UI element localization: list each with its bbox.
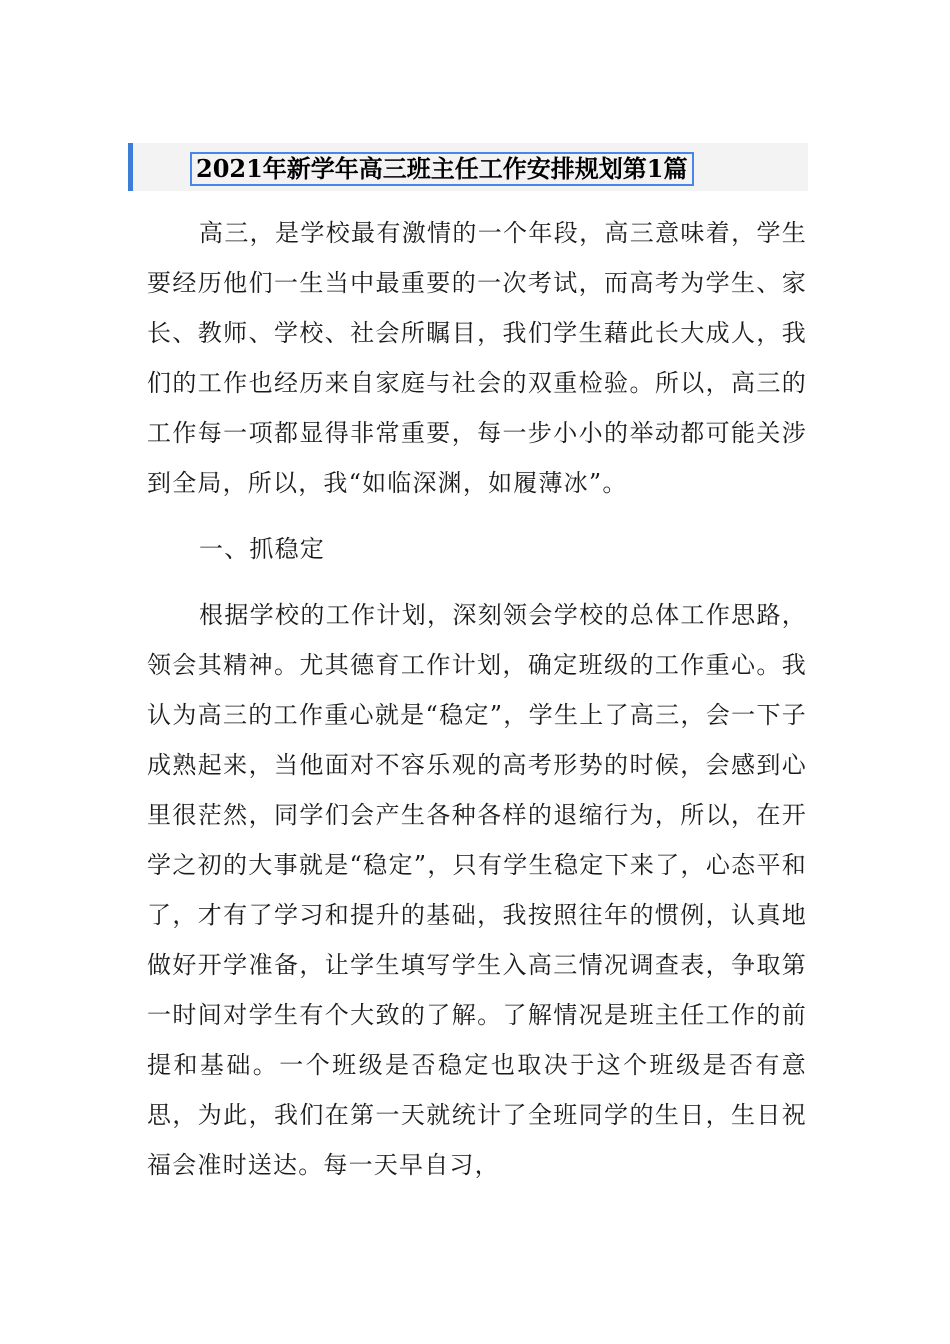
document-title: 2021年新学年高三班主任工作安排规划第1篇 (190, 152, 694, 186)
section-heading-stability: 一、抓稳定 (199, 535, 325, 563)
paragraph-stability: 根据学校的工作计划，深刻领会学校的总体工作思路，领会其精神。尤其德育工作计划，确定班级的工作重心。我认为高三的工作重心就是“稳定”，学生上了高三，会一下子成熟起来，当他面对不容乐观的高考形势的时候，会感到心里很茫然，同学们会产生各种各样的退缩行为，所以，在开学之初的大事就是“稳定”，只有学生稳定下来了，心态平和了，才有了学习和提升的基础，我按照往年的惯例，认真地做好开学准备，让学生填写学生入高三情况调查表，争取第一时间对学生有个大致的了解。了解情况是班主任工作的前提和基础。一个班级是否稳定也取决于这个班级是否有意思，为此，我们在第一天就统计了全班同学的生日，生日祝福会准时送达。每一天早自习， (147, 601, 807, 1179)
title-accent-stripe (128, 143, 133, 191)
document-title-bar (128, 143, 808, 191)
paragraph-intro: 高三，是学校最有激情的一个年段，高三意味着，学生要经历他们一生当中最重要的一次考试，而高考为学生、家长、教师、学校、社会所瞩目，我们学生藉此长大成人，我们的工作也经历来自家庭与社会的双重检验。所以，高三的工作每一项都显得非常重要，每一步小小的举动都可能关涉到全局，所以，我“如临深渊，如履薄冰”。 (147, 219, 807, 497)
document-body (147, 208, 807, 1190)
